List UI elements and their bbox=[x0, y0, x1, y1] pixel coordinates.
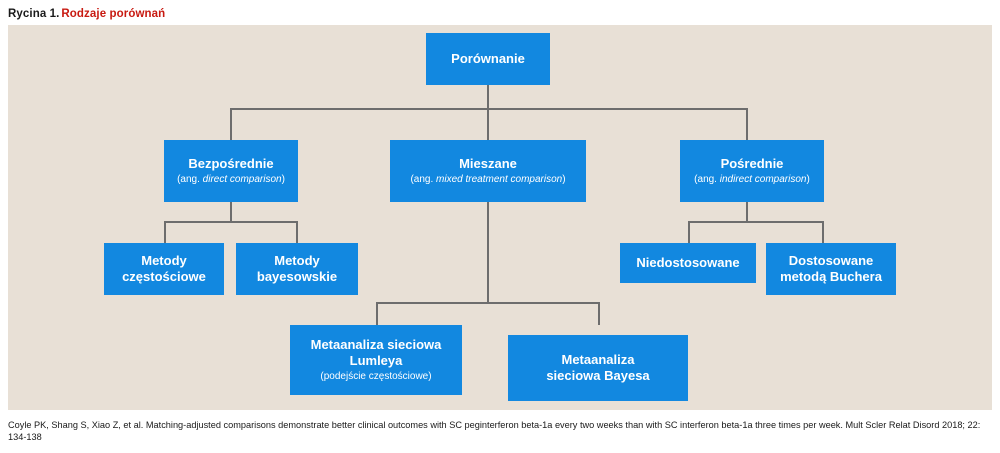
node-niedostosowane-label: Niedostosowane bbox=[636, 255, 740, 271]
connector-to-bucher bbox=[822, 221, 824, 243]
figure-caption bbox=[8, 8, 165, 20]
connector-to-unadjusted bbox=[688, 221, 690, 243]
connector-root-down bbox=[487, 85, 489, 108]
node-metody-bayesowskie[interactable] bbox=[236, 243, 358, 295]
node-metody-bayesowskie-line1: Metody bbox=[274, 253, 320, 269]
node-metaanaliza-lumleya-line1: Metaanaliza sieciowa bbox=[310, 336, 442, 352]
connector-mixed-down bbox=[487, 202, 489, 302]
figure-caption-title: Rodzaje porównań bbox=[61, 8, 166, 20]
node-posrednie[interactable] bbox=[680, 140, 824, 202]
node-metaanaliza-bayesa[interactable] bbox=[508, 335, 688, 401]
connector-to-bayesian bbox=[296, 221, 298, 243]
node-metody-czestosciowe-line2: częstościowe bbox=[122, 269, 206, 284]
node-dostosowane-buchera[interactable] bbox=[766, 243, 896, 295]
node-mieszane-label: Mieszane bbox=[459, 155, 517, 171]
figure-caption-prefix: Rycina 1. bbox=[8, 8, 60, 20]
diagram-canvas bbox=[8, 25, 992, 410]
connector-mixed-bar bbox=[376, 302, 598, 304]
connector-to-indirect bbox=[746, 108, 748, 140]
source-citation: Coyle PK, Shang S, Xiao Z, et al. Matching-adjusted comparisons demonstrate better clinical outcomes with SC peginterferon beta-1a every two weeks than with SC interferon beta-1a three times per week. Mult Scler Relat Disord 2018; 22: 134-138 bbox=[8, 420, 981, 442]
connector-to-bayes-network bbox=[598, 302, 600, 325]
node-porownanie[interactable] bbox=[426, 33, 550, 85]
node-dostosowane-buchera-line1: Dostosowane bbox=[788, 253, 874, 269]
connector-direct-down bbox=[230, 202, 232, 221]
connector-indirect-bar bbox=[688, 221, 824, 223]
connector-indirect-down bbox=[746, 202, 748, 221]
connector-to-lumley bbox=[376, 302, 378, 325]
node-metaanaliza-lumleya-sublabel: (podejście częstościowe) bbox=[320, 371, 432, 383]
node-porownanie-label: Porównanie bbox=[451, 51, 525, 67]
node-dostosowane-buchera-line2: metodą Buchera bbox=[780, 269, 882, 284]
node-posrednie-sublabel: (ang. indirect comparison) bbox=[694, 174, 810, 186]
node-bezposrednie-label: Bezpośrednie bbox=[188, 155, 274, 171]
node-mieszane[interactable] bbox=[390, 140, 586, 202]
node-metaanaliza-bayesa-line1: Metaanaliza bbox=[561, 352, 635, 368]
node-bezposrednie[interactable] bbox=[164, 140, 298, 202]
node-niedostosowane[interactable] bbox=[620, 243, 756, 283]
node-bezposrednie-sublabel: (ang. direct comparison) bbox=[177, 174, 285, 186]
node-posrednie-label: Pośrednie bbox=[720, 155, 784, 171]
node-metody-czestosciowe[interactable] bbox=[104, 243, 224, 295]
node-metaanaliza-lumleya-line2: Lumleya bbox=[349, 352, 403, 368]
node-metody-czestosciowe-line1: Metody bbox=[141, 253, 187, 269]
node-metaanaliza-lumleya[interactable] bbox=[290, 325, 462, 395]
connector-direct-bar bbox=[164, 221, 298, 223]
node-mieszane-sublabel: (ang. mixed treatment comparison) bbox=[410, 174, 566, 186]
connector-to-direct bbox=[230, 108, 232, 140]
connector-to-mixed bbox=[487, 108, 489, 140]
node-metaanaliza-bayesa-line2: sieciowa Bayesa bbox=[546, 368, 650, 383]
connector-to-frequentist bbox=[164, 221, 166, 243]
node-metody-bayesowskie-line2: bayesowskie bbox=[256, 269, 338, 284]
